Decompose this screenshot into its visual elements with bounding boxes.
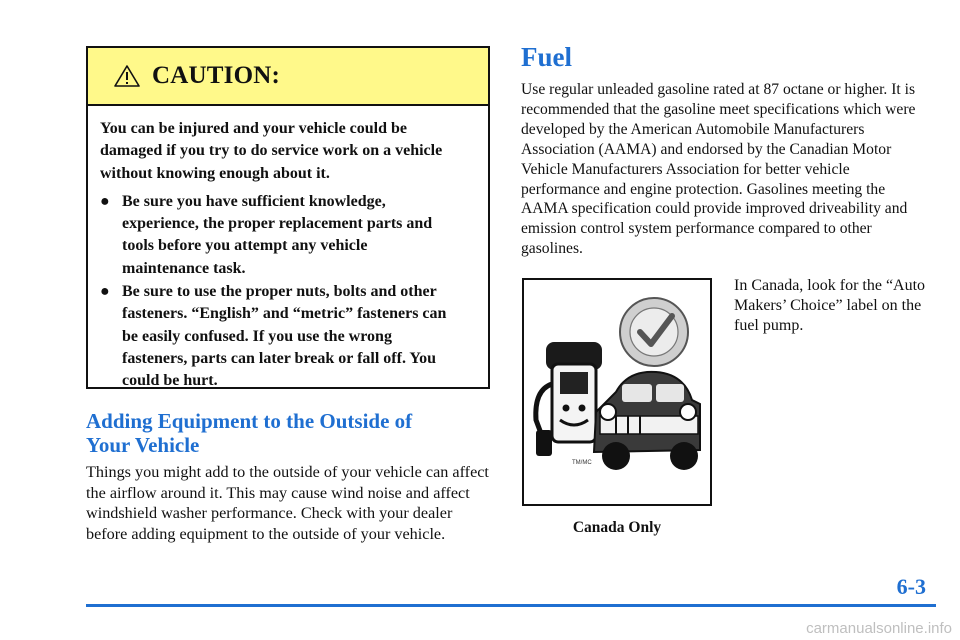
caution-body — [88, 106, 488, 393]
fuel-heading: Fuel — [521, 42, 572, 72]
warning-triangle-icon — [114, 64, 140, 88]
equipment-heading-line1: Adding Equipment to the Outside of — [86, 409, 413, 433]
fuel-body: Use regular unleaded gasoline rated at 87 octane or higher. It is recommended that the gasoline meet specifications which were developed by the American Automobile Manufacturers Association (AAMA) and endorsed by the Canadian Motor Vehicle Manufacturers Association for better vehicle performance and engine protection. Gasolines meeting the AAMA specification could provide improved driveability and emission control system performance compared to other gasolines. — [521, 81, 916, 258]
equipment-body: Things you might add to the outside of your vehicle can affect the airflow around it. This may cause wind noise and affect windshield washer performance. Check with your dealer before adding equipment to the outside of your vehicle. — [86, 463, 489, 543]
caution-intro: You can be injured and your vehicle could be damaged if you try to do service work on a vehicle without knowing enough about it. — [100, 120, 443, 182]
caution-bullet-text: Be sure you have sufficient knowledge, experience, the proper replacement parts and tools before you attempt any vehicle maintenance task. — [122, 192, 433, 277]
caution-title: CAUTION: — [152, 62, 280, 89]
figure-caption: Canada Only — [572, 519, 662, 536]
caution-bullet-item — [100, 281, 448, 392]
footer-rule — [86, 604, 936, 607]
caution-bullet-item — [100, 191, 448, 280]
caution-header — [88, 48, 488, 106]
bullet-icon: ● — [100, 283, 110, 301]
fuel-label-figure — [522, 278, 712, 506]
watermark: carmanualsonline.info — [806, 620, 952, 637]
caution-bullet-text: Be sure to use the proper nuts, bolts and other fasteners. “English” and “metric” fasteners can be easily confused. If you use the wrong fasteners, parts can later break or fall off. You could be hurt. — [122, 283, 447, 390]
bullet-icon: ● — [100, 192, 110, 210]
auto-makers-choice-illustration — [524, 280, 710, 504]
page-number: 6-3 — [896, 574, 926, 599]
equipment-heading — [86, 409, 486, 457]
seal-badge-icon — [620, 298, 688, 366]
equipment-heading-line2: Your Vehicle — [86, 433, 200, 457]
caution-list — [100, 191, 448, 393]
tm-mc-text: TM/MC — [572, 460, 592, 466]
caution-box — [86, 46, 490, 389]
fuel-side-text: In Canada, look for the “Auto Makers’ Choice” label on the fuel pump. — [734, 277, 926, 334]
car-character-icon — [594, 372, 700, 470]
fuel-pump-character-icon — [536, 342, 602, 456]
